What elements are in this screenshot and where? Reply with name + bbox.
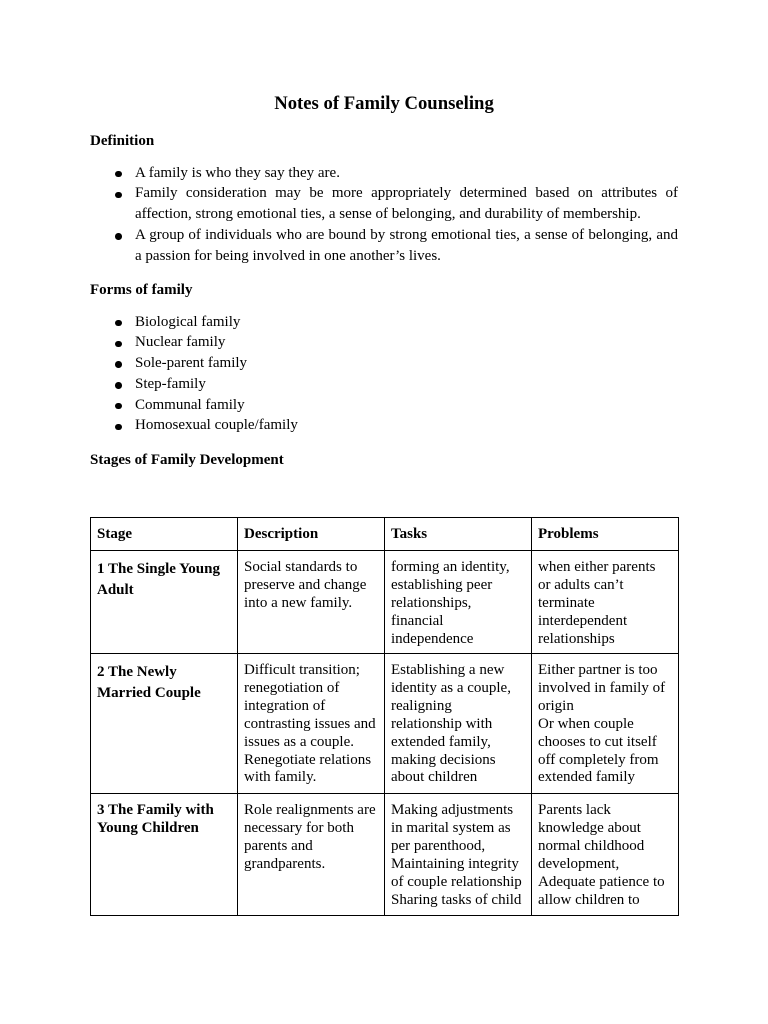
table-row bbox=[91, 551, 679, 654]
cell-line: necessary for both bbox=[244, 819, 354, 836]
list-item-text: Biological family bbox=[135, 313, 241, 330]
cell-line: relationship with bbox=[391, 715, 493, 732]
list-item-text: Family consideration may be more appropriately determined based on attributes of bbox=[135, 185, 678, 202]
cell-line: origin bbox=[538, 697, 574, 714]
cell-line: contrasting issues and bbox=[244, 715, 376, 732]
cell-line: interdependent bbox=[538, 612, 628, 629]
table-cell-description bbox=[238, 794, 385, 916]
stages-table bbox=[90, 517, 679, 916]
cell-line: parents and bbox=[244, 837, 313, 854]
cell-line: normal childhood bbox=[538, 837, 645, 854]
cell-line: off completely from bbox=[538, 751, 659, 768]
cell-line: Parents lack bbox=[538, 802, 611, 818]
cell-line: relationships bbox=[538, 630, 615, 647]
list-item-text: Communal family bbox=[135, 396, 245, 413]
cell-line: Establishing a new bbox=[391, 662, 505, 678]
bullet-icon bbox=[115, 403, 122, 410]
bullet-icon bbox=[115, 233, 122, 240]
cell-line: relationships, bbox=[391, 594, 472, 611]
list-item bbox=[90, 225, 678, 267]
cell-line: 2 The Newly bbox=[97, 664, 177, 680]
cell-line: 1 The Single Young bbox=[97, 561, 220, 577]
list-item-text: a passion for being involved in one another’s lives. bbox=[135, 247, 441, 264]
cell-line: or adults can’t bbox=[538, 576, 624, 593]
bullet-icon bbox=[115, 424, 122, 431]
list-item bbox=[90, 415, 678, 436]
cell-line: Or when couple bbox=[538, 715, 634, 732]
list-item-text: A group of individuals who are bound by strong emotional ties, a sense of belonging, and bbox=[135, 226, 678, 243]
list-item-text: Nuclear family bbox=[135, 334, 226, 351]
cell-line: independence bbox=[391, 630, 474, 647]
section-heading-definition: Definition bbox=[90, 133, 155, 149]
list-item bbox=[90, 312, 678, 333]
table-header-row bbox=[91, 518, 679, 551]
cell-line: preserve and change bbox=[244, 576, 367, 593]
cell-line: extended family bbox=[538, 769, 636, 786]
cell-line: of couple relationship bbox=[391, 873, 522, 890]
list-item bbox=[90, 395, 678, 416]
cell-line: chooses to cut itself bbox=[538, 733, 657, 750]
cell-line: making decisions bbox=[391, 751, 496, 768]
page-title: Notes of Family Counseling bbox=[274, 93, 494, 114]
list-item-text: A family is who they say they are. bbox=[135, 164, 340, 181]
list-item bbox=[90, 183, 678, 225]
table-header-stage: Stage bbox=[91, 518, 238, 551]
cell-line: integration of bbox=[244, 697, 326, 714]
table-cell-stage bbox=[91, 551, 238, 654]
table-header-problems: Problems bbox=[532, 518, 679, 551]
bullet-icon bbox=[115, 320, 122, 327]
table-cell-tasks bbox=[385, 654, 532, 794]
cell-line: Young Children bbox=[97, 819, 199, 836]
bullet-icon bbox=[115, 361, 122, 368]
cell-line: Either partner is too bbox=[538, 662, 658, 678]
cell-line: forming an identity, bbox=[391, 559, 510, 575]
cell-line: when either parents bbox=[538, 559, 656, 575]
cell-line: Difficult transition; bbox=[244, 662, 360, 678]
cell-line: about children bbox=[391, 769, 478, 786]
cell-line: Role realignments are bbox=[244, 802, 376, 818]
table-cell-problems bbox=[532, 551, 679, 654]
bullet-icon bbox=[115, 341, 122, 348]
cell-line: 3 The Family with bbox=[97, 802, 214, 818]
cell-line: terminate bbox=[538, 594, 595, 611]
list-item-text: Step-family bbox=[135, 375, 206, 392]
section-heading-stages: Stages of Family Development bbox=[90, 452, 284, 468]
list-item bbox=[90, 163, 678, 184]
table-row bbox=[91, 654, 679, 794]
bullet-icon bbox=[115, 382, 122, 389]
table-cell-tasks bbox=[385, 551, 532, 654]
table-header-tasks: Tasks bbox=[385, 518, 532, 551]
list-item bbox=[90, 332, 678, 353]
forms-list bbox=[90, 312, 678, 437]
cell-line: renegotiation of bbox=[244, 679, 340, 696]
cell-line: into a new family. bbox=[244, 594, 353, 611]
table-cell-problems bbox=[532, 794, 679, 916]
table-cell-tasks bbox=[385, 794, 532, 916]
definition-list bbox=[90, 163, 678, 267]
section-heading-forms: Forms of family bbox=[90, 282, 193, 298]
list-item-text: affection, strong emotional ties, a sense of belonging, and durability of membership. bbox=[135, 206, 641, 223]
cell-line: Sharing tasks of child bbox=[391, 891, 522, 908]
bullet-icon bbox=[115, 192, 122, 199]
cell-line: per parenthood, bbox=[391, 837, 486, 854]
cell-line: Adequate patience to bbox=[538, 873, 665, 890]
cell-line: realigning bbox=[391, 697, 452, 714]
cell-line: grandparents. bbox=[244, 855, 326, 872]
cell-line: Renegotiate relations bbox=[244, 751, 372, 768]
cell-line: allow children to bbox=[538, 891, 640, 908]
cell-line: Making adjustments bbox=[391, 802, 514, 818]
cell-line: identity as a couple, bbox=[391, 679, 511, 696]
cell-line: involved in family of bbox=[538, 679, 666, 696]
cell-line: Adult bbox=[97, 581, 134, 598]
cell-line: Married Couple bbox=[97, 684, 201, 701]
table-cell-stage bbox=[91, 654, 238, 794]
list-item bbox=[90, 374, 678, 395]
bullet-icon bbox=[115, 171, 122, 178]
cell-line: financial bbox=[391, 612, 444, 629]
cell-line: in marital system as bbox=[391, 819, 511, 836]
table-header-description: Description bbox=[238, 518, 385, 551]
cell-line: with family. bbox=[244, 769, 317, 786]
cell-line: establishing peer bbox=[391, 576, 493, 593]
table-cell-description bbox=[238, 654, 385, 794]
list-item bbox=[90, 353, 678, 374]
cell-line: Social standards to bbox=[244, 559, 358, 575]
cell-line: Maintaining integrity bbox=[391, 855, 519, 872]
cell-line: issues as a couple. bbox=[244, 733, 354, 750]
cell-line: development, bbox=[538, 855, 620, 872]
list-item-text: Sole-parent family bbox=[135, 355, 248, 372]
list-item-text: Homosexual couple/family bbox=[135, 417, 298, 434]
table-row bbox=[91, 794, 679, 916]
table-cell-stage bbox=[91, 794, 238, 916]
table-cell-description bbox=[238, 551, 385, 654]
cell-line: extended family, bbox=[391, 733, 491, 750]
cell-line: knowledge about bbox=[538, 819, 641, 836]
table-cell-problems bbox=[532, 654, 679, 794]
